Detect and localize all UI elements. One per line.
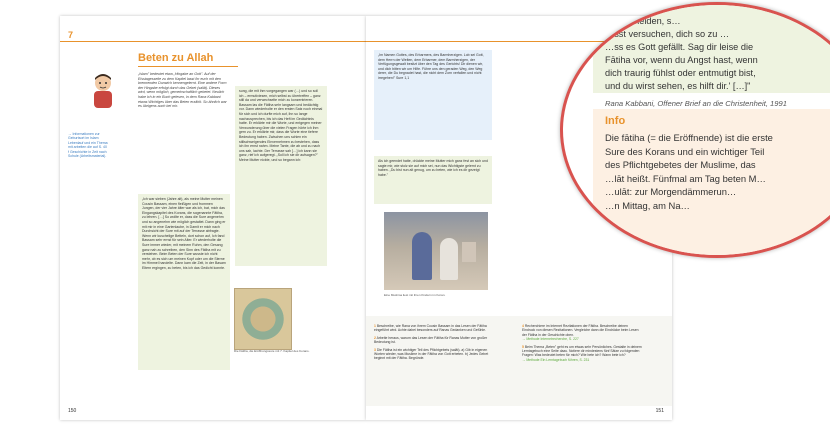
task-text: Arbeite heraus, warum das Lesen der Fātiha für Ranas Mutter von großer Bedeutung ist.: [374, 335, 488, 345]
info-line: Die fātiha (= die Eröffnende) ist die erste: [605, 132, 773, 143]
story-continuation-box: [235, 86, 327, 266]
quote-line: Fātiha vor, wenn du Angst hast, wenn: [605, 55, 758, 65]
chapter-number: 7: [68, 30, 74, 40]
title-underline: [138, 66, 238, 67]
koran-reading-photo: [384, 212, 488, 290]
task-number: 3: [374, 347, 376, 352]
quote-source: Rana Kabbani, Offener Brief an die Christenheit, 1991: [605, 99, 787, 108]
task-item: [522, 345, 642, 363]
task-number: 5: [522, 344, 524, 349]
quote-line: und du wirst sehen, es hilft dir.' […]": [605, 81, 751, 91]
info-heading: Info: [605, 115, 626, 127]
tasks-section: [366, 316, 672, 406]
photo-figure-mother: [412, 232, 432, 280]
info-line: …lāt heißt. Fünfmal am Tag beten M…: [605, 172, 766, 184]
task-text: Beschreibe, wie Rana von ihrem Cousin Bassam in das Lesen der Fātiha eingeführt wird. Achte dabei besonders auf Ranas Gedanken und Gefühle.: [374, 324, 487, 333]
quote-line: … erscheiden, s…: [605, 16, 681, 26]
info-line: …ulāt: zur Morgendämmerun…: [605, 186, 737, 197]
task-item: [522, 324, 642, 342]
page-number-right: 151: [655, 408, 664, 414]
story-box: [138, 194, 230, 370]
tasks-left-column: [374, 324, 494, 361]
info-line: …n Mittag, am Na…: [605, 199, 690, 211]
task-text: Beim Thema „Beten" geht es um etwas sehr Persönliches. Gestalte in deinem Lerntagebuch eine Seite dazu. Notiere dir mindestens fünf Sätze zu folgenden Fragen: Was bedeutet beten für mich? Wie bete ich? Wann bete ich?: [522, 344, 642, 358]
mosaic-caption: Die Fātiha, die Eröffnungssure mit 7. Kapitel des Korans.: [234, 349, 310, 353]
sidenote: → Informationen zur Geburtsort im Islam Lebenlauf und ein Thema mit arbeiten die auf S. 40 f Geschichte in Zeit nach Schule (Arbeitsmaterial).: [68, 132, 108, 159]
story-text: „Ich war sieben (Jahre alt), als meine Mutter meinen Cousin Bassam, einen fleißigen und frommen Jungen, der vier Jahre älter war als ich, bat, mich das Eingangskapitel des Korans, die sogenannte Fātiha, zu lehren. […] So wollte er, dass die Sure angenehm und so angenehm wie möglich gestaltet. Dann ging er mit mir in eine Gartenlaube, in Damit er mich nach Durchsicht der Sure mit auf der Terrasse abfragte. Wenn wir kuschelige Betteln, dort schon auf, Ich fand Bassam sehr ernst für sein Alter. Er wiederholte die Sure immer wieder, mit meinem Ruhm, den Gesang ganz nah zu schreiben, den Sinn des Fātiha mit zu verstehen. Beim Beten der Sure wusste ich nicht mehr, ob es sich um meinen Kopf oder um die Sterne im Himmel handelte. Dann kam die Zeit, in der Basam Eltern ergingen, zu beten, bis ich das Gedicht konnte.: [142, 197, 226, 270]
story-ending-box: [374, 156, 492, 204]
story-ending-text: Als ich geendet hatte, drückte meine Mutter mich ganz fest an sich und sagte mir, wie stolz sie auf mich sei, nun das Wichtigste gelernt zu haben. „Du bist nun alt genug, um zu beten, wie ich es dir gezeigt habe.": [378, 159, 488, 177]
prayer-quote-text: „Im Namen Gottes, des Erbarmers, des Barmherzigen. Lob sei Gott, dem Herrn der Welten, dem Erbarmer, dem Barmherzigen, der Verfügungsgewalt besitzt über den Tag des Gerichts! Dir dienen wir, und dich bitten wir um Hilfe. Führe uns den geraden Weg, den Weg derer, die Du begnadet hast, die nicht dem Zorn verfallen und nicht irregehen!" Sure 1,1: [378, 53, 484, 80]
prayer-quote-box: [374, 50, 492, 140]
left-page: [60, 16, 366, 420]
magnified-quote-box: [593, 5, 830, 108]
page-title: Beten zu Allah: [138, 52, 214, 64]
task-text: Recherchiere im Internet Rezitationen der Fātiha. Beschreibe deinen Eindruck von diesen Rezitationen. Vergleiche dann die Eindrücke beim Lesen der Fātiha in der Geschichte oben.: [522, 324, 639, 337]
header-rule: [60, 41, 366, 42]
task-item: [374, 348, 494, 361]
quote-line: …ss es Gott gefällt. Sag dir leise die: [605, 42, 754, 52]
task-number: 4: [522, 324, 524, 328]
photo-caption: Eine Muslima liest mit ihren Kindern im Koran.: [384, 293, 446, 297]
intro-text: „Islam" bedeutet etwa „Hingabe an Gott". Auf der Eisstagesseite zu dem Kapitel lasst ihr euch mit den brennenden Dunwich kennengelernt. Eine andere Form der Hingabe erfolgt durch das Gebet (salāt). Dieses wird, wenn möglich, gemeinschaftlich gebetet. Neulich habe ich in ein Buch gelesen, in dem Rana Kabbani etwas Wichtiges über das Beten erzählt. So ähnlich war es übrigens auch bei mir.: [138, 72, 227, 109]
photo-figure-child: [440, 238, 458, 280]
student-avatar-icon: [88, 72, 118, 108]
method-link[interactable]: → Methode Internetrecherche, S. 227: [522, 337, 579, 342]
tasks-right-column: [522, 324, 642, 362]
method-link[interactable]: → Methode Ein Lerntagebuch führen, S. 231: [522, 357, 590, 362]
magnifier-lens: [560, 2, 830, 258]
task-number: 1: [374, 324, 376, 328]
story-continuation-text: sung, die mit ihm vorgegangen war (…) und so soll ich – ermutiviesen, mich selbst zu übertreffen – ganz still da und verwechselte mich zu konzentrieren. Bassam las die Fātiha sehr langsam und bedächtig vor. Dann wiederholte er den ersten Satz noch einmal für sich und ich durfte mich auf, ihn so lange nachzusprechen, bis ich das Heft im Gedächtnis hatte. Er erklärte mir die Worte, und entgegen meiner Verwunderung über die vielen Fragen hörte ich ihm gern zu. Er erklärte mir, dass die Worte eine tiefere Bedeutung haben. Zwischen uns schien ein stillschweigendes Einvernehmen zu bestehen, dass ich ihn ernst nahm. Meine Tante, die ab und zu nach uns sah, lachte. Der Terrasse sah […] ich kann sie ganz, rief ich aufgeregt. „Soll ich sie dir aufsagen?" Meine Mutter nickte, und so begann ich:: [239, 89, 323, 162]
page-number-left: 150: [68, 408, 77, 414]
info-box: [593, 109, 830, 258]
task-item: [374, 336, 494, 345]
fatiha-mosaic-image: [234, 288, 292, 350]
task-text: Die Fātiha ist ein wichtiger Teil des Pflichtgebets (salāt). a) Gib in eigenen Worten wieder, was Muslime in der Fātiha von Gott erbeten. b) Jedes Gebet beginnt mit der Fātiha. Begründe.: [374, 347, 489, 361]
quote-line: …sst versuchen, dich so zu …: [605, 29, 730, 39]
quote-line: dich traurig fühlst oder entmutigt bist,: [605, 68, 756, 78]
task-number: 2: [374, 335, 376, 340]
book-spread: [60, 16, 830, 420]
info-line: des Pflichtgebetes der Muslime, das: [605, 159, 756, 170]
info-line: Sure des Korans und ein wichtiger Teil: [605, 145, 765, 157]
task-item: [374, 324, 494, 333]
photo-lectern: [462, 242, 476, 262]
